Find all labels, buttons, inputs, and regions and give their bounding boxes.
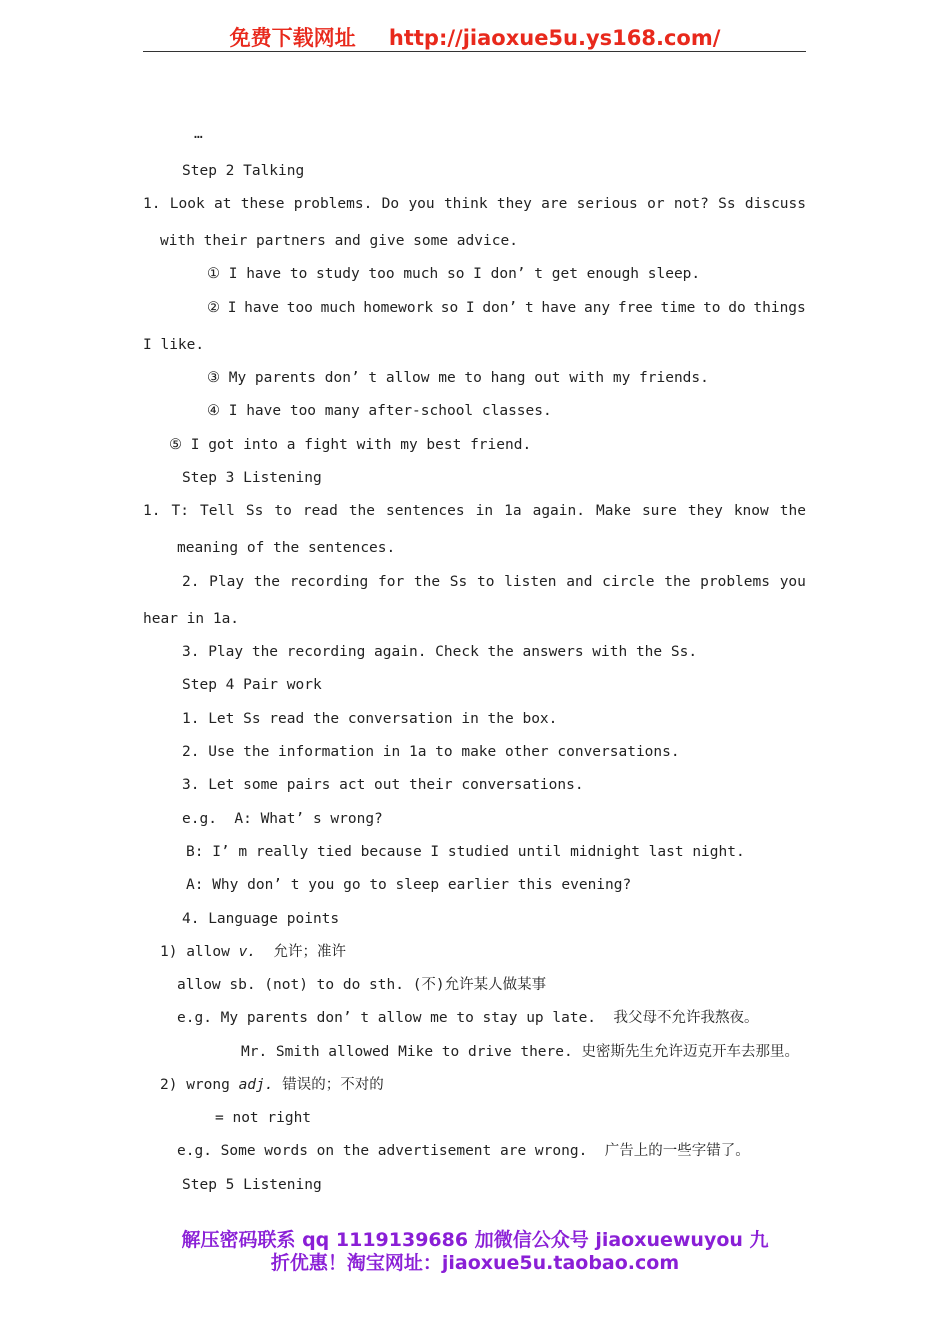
word: Look	[169, 196, 205, 212]
problem-4: ④ I have too many after-school classes.	[207, 403, 552, 419]
word: discuss	[744, 196, 806, 212]
word: too	[286, 300, 313, 316]
lp1-example-2: Mr. Smith allowed Mike to drive there. 史密斯先生允许迈克开车去那里。	[241, 1044, 799, 1060]
lp1-pattern: allow sb. (not) to do sth. (不)允许某人做某事	[177, 977, 547, 993]
step3-item1-line2: meaning of the sentences.	[177, 540, 396, 556]
step2-item1-line1	[143, 194, 806, 214]
language-point-2	[160, 1075, 384, 1095]
step4-item4: 4. Language points	[182, 911, 340, 927]
word: Play	[209, 574, 245, 590]
word: have	[244, 300, 280, 316]
problem-3: ③ My parents don’ t allow me to hang out with my friends.	[207, 370, 709, 386]
word: the	[779, 503, 806, 519]
step3-item2-line1	[182, 572, 806, 592]
ellipsis: …	[194, 126, 203, 142]
word: the	[253, 574, 280, 590]
word: do	[728, 300, 746, 316]
problem-1: ① I have to study too much so I don’ t get enough sleep.	[207, 266, 701, 282]
word: I	[227, 300, 237, 316]
word: Do	[381, 196, 400, 212]
problem-5: ⑤ I got into a fight with my best friend.	[169, 437, 532, 453]
lp2-word: 2) wrong	[160, 1077, 239, 1093]
word: much	[320, 300, 356, 316]
step2-item1-line2: with their partners and give some advice.	[160, 233, 518, 249]
header-rule	[143, 51, 806, 52]
lp1-pos: v.	[238, 944, 257, 960]
lp2-example: e.g. Some words on the advertisement are wrong. 广告上的一些字错了。	[177, 1143, 750, 1159]
word: 1a	[504, 503, 522, 519]
word: they	[687, 503, 723, 519]
word: recording	[289, 574, 369, 590]
word: they	[496, 196, 532, 212]
lp2-pos: adj.	[238, 1077, 274, 1093]
word: Tell	[199, 503, 235, 519]
word: t	[524, 300, 534, 316]
word: to	[703, 300, 721, 316]
header-label: 免费下载网址	[229, 26, 356, 50]
lp2-synonym: = not right	[215, 1110, 312, 1126]
word: to	[476, 574, 495, 590]
step4-item2: 2. Use the information in 1a to make other conversations.	[182, 744, 680, 760]
word: Ss	[245, 503, 264, 519]
word: again.	[532, 503, 585, 519]
word: so	[440, 300, 459, 316]
word: problems	[700, 574, 770, 590]
word: are	[541, 196, 568, 212]
step4-item1: 1. Let Ss read the conversation in the box.	[182, 711, 558, 727]
step3-item3: 3. Play the recording again. Check the answers with the Ss.	[182, 644, 698, 660]
word: at	[214, 196, 232, 212]
word: Ss	[449, 574, 468, 590]
lp1-example-1: e.g. My parents don’ t allow me to stay up late. 我父母不允许我熬夜。	[177, 1010, 759, 1026]
word: serious	[576, 196, 638, 212]
word: the	[413, 574, 441, 590]
word: any	[583, 300, 611, 316]
example-b1: B: I’ m really tied because I studied until midnight last night.	[186, 844, 745, 860]
word: in	[475, 503, 494, 519]
lp1-word: 1) allow	[160, 944, 239, 960]
word: listen	[504, 574, 557, 590]
word: homework	[363, 300, 434, 316]
word: don’	[482, 300, 518, 316]
word: you	[408, 196, 435, 212]
footer-line-1: 解压密码联系 qq 1119139686 加微信公众号 jiaoxuewuyou 九	[181, 1229, 769, 1251]
word: I	[465, 300, 475, 316]
step3-item2-line2: hear in 1a.	[143, 611, 240, 627]
word: read	[302, 503, 338, 519]
step2-title: Step 2 Talking	[182, 163, 305, 179]
lp1-meaning: 允许；准许	[256, 944, 347, 960]
word: know	[733, 503, 769, 519]
word: Make	[596, 503, 631, 519]
word: sentences	[386, 503, 465, 519]
page-header	[0, 22, 950, 52]
language-point-1	[160, 942, 346, 962]
word: you	[779, 574, 806, 590]
example-a2: A: Why don’ t you go to sleep earlier this evening?	[186, 877, 632, 893]
problem-2-line1	[207, 298, 806, 318]
word: 1.	[143, 503, 161, 519]
step3-item1-line1	[143, 501, 806, 521]
word: think	[443, 196, 488, 212]
problem-2-line2: I like.	[143, 337, 205, 353]
word: T:	[171, 503, 189, 519]
word: have	[541, 300, 577, 316]
word: not?	[673, 196, 709, 212]
word: free	[617, 300, 653, 316]
word: to	[274, 503, 292, 519]
word: the	[664, 574, 691, 590]
word: sure	[641, 503, 677, 519]
word: time	[660, 300, 696, 316]
word: for	[377, 574, 405, 590]
word: things	[753, 300, 806, 316]
word: circle	[602, 574, 655, 590]
word: and	[566, 574, 593, 590]
word: Ss	[718, 196, 736, 212]
word: 1.	[143, 196, 161, 212]
word: these	[240, 196, 285, 212]
step5-title: Step 5 Listening	[182, 1177, 322, 1193]
header-url-link[interactable]: http://jiaoxue5u.ys168.com/	[388, 26, 721, 50]
step4-item3: 3. Let some pairs act out their conversations.	[182, 777, 584, 793]
example-a1: e.g. A: What’ s wrong?	[182, 811, 383, 827]
word: problems.	[293, 196, 373, 212]
step4-title: Step 4 Pair work	[182, 677, 322, 693]
word: or	[647, 196, 665, 212]
word: 2.	[182, 574, 200, 590]
footer-line-2: 折优惠！淘宝网址：jiaoxue5u.taobao.com	[270, 1252, 680, 1274]
word: the	[348, 503, 376, 519]
step3-title: Step 3 Listening	[182, 470, 322, 486]
lp2-meaning: 错误的；不对的	[273, 1077, 384, 1093]
word: ②	[207, 300, 220, 316]
